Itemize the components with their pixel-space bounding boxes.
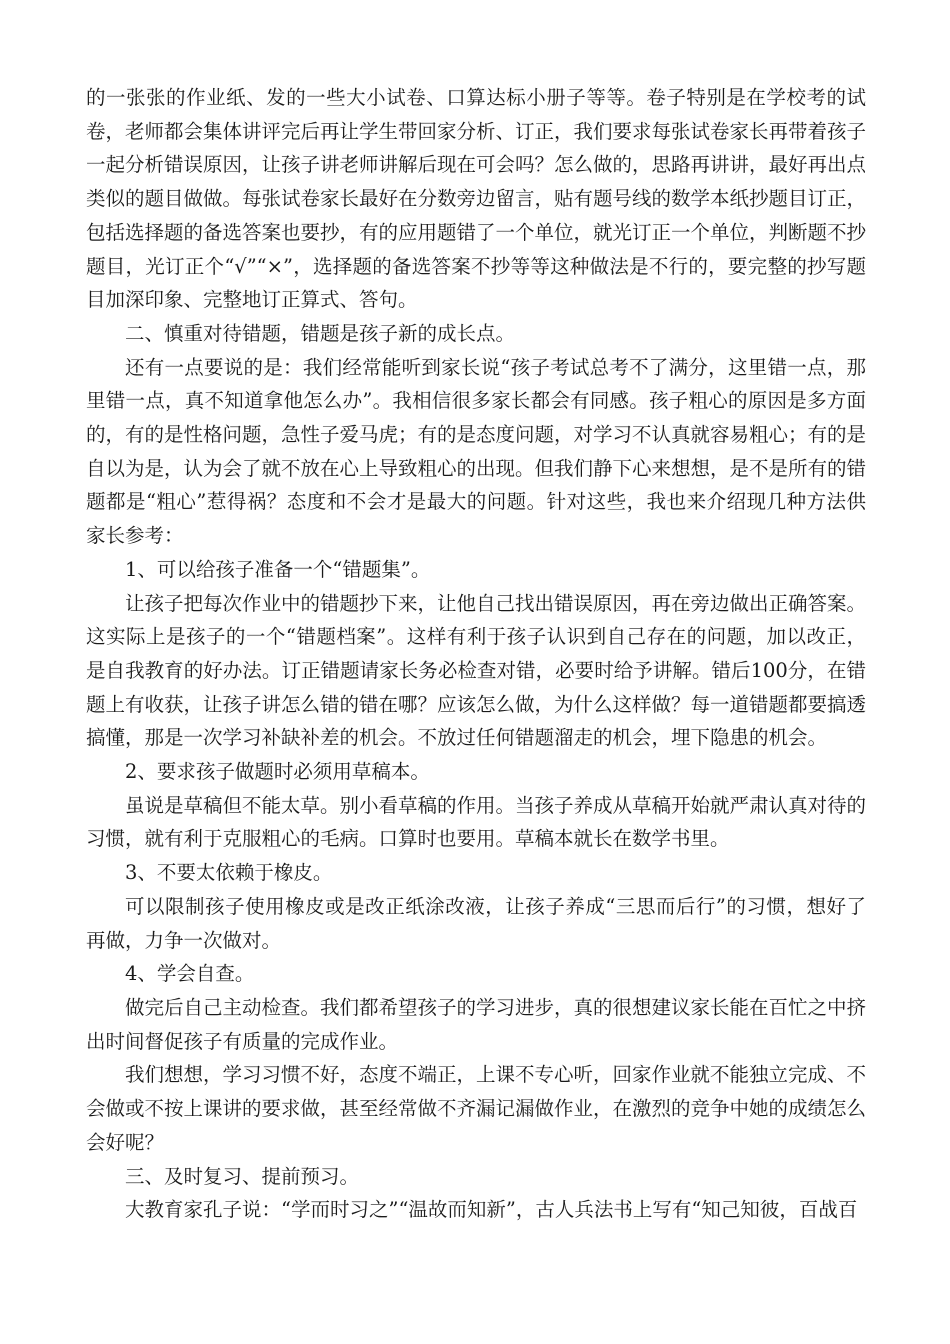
paragraph-homework-review: 的一张张的作业纸、发的一些大小试卷、口算达标小册子等等。卷子特别是在学校考的试卷，老师都会集体讲评完后再让学生带回家分析、订正，我们要求每张试卷家长再带着孩子一起分析错误原因，让孩子讲老师讲解后现在可会吗？怎么做的，思路再讲讲，最好再出点类似的题目做做。每张试卷家长最好在分数旁边留言，贴有题号线的数学本纸抄题目订正，包括选择题的备选答案也要抄，有的应用题错了一个单位，就光订正一个单位，判断题不抄题目，光订正个“√”“×”，选择题的备选答案不抄等等这种做法是不行的，要完整的抄写题目加深印象、完整地订正算式、答句。: [86, 86, 867, 312]
paragraph-tip-2: 虽说是草稿但不能太草。别小看草稿的作用。当孩子养成从草稿开始就严肃认真对待的习惯，就有利于克服粗心的毛病。口算时也要用。草稿本就长在数学书里。: [86, 793, 867, 851]
paragraph-tip-3: 可以限制孩子使用橡皮或是改正纸涂改液，让孩子养成“三思而后行”的习惯，想好了再做，力争一次做对。: [86, 894, 866, 952]
heading-section-two: 二、慎重对待错题，错题是孩子新的成长点。: [125, 321, 516, 345]
heading-tip-1: 1、可以给孩子准备一个“错题集”。: [125, 557, 431, 581]
heading-tip-4: 4、学会自查。: [125, 962, 255, 986]
paragraph-tip-1: 让孩子把每次作业中的错题抄下来，让他自己找出错误原因，再在旁边做出正确答案。这实际上是孩子的一个“错题档案”。这样有利于孩子认识到自己存在的问题，加以改正，是自我教育的好办法。订正错题请家长务必检查对错，必要时给予讲解。错后100分，在错题上有收获，让孩子讲怎么错的错在哪？应该怎么做，为什么这样做？每一道错题都要搞透搞懂，那是一次学习补缺补差的机会。不放过任何错题溜走的机会，埋下隐患的机会。: [86, 591, 867, 750]
paragraph-study-habits: 我们想想，学习习惯不好，态度不端正，上课不专心听，回家作业就不能独立完成、不会做或不按上课讲的要求做，甚至经常做不齐漏记漏做作业，在激烈的竞争中她的成绩怎么会好呢？: [86, 1063, 867, 1154]
document-body: [86, 81, 866, 1227]
paragraph-careless-mistakes: 还有一点要说的是：我们经常能听到家长说“孩子考试总考不了满分，这里错一点，那里错一点，真不知道拿他怎么办”。我相信很多家长都会有同感。孩子粗心的原因是多方面的，有的是性格问题，急性子爱马虎；有的是态度问题，对学习不认真就容易粗心；有的是自以为是，认为会了就不放在心上导致粗心的出现。但我们静下心来想想，是不是所有的错题都是“粗心”惹得祸？态度和不会才是最大的问题。针对这些，我也来介绍现几种方法供家长参考：: [86, 355, 867, 548]
heading-tip-3: 3、不要太依赖于橡皮。: [125, 861, 333, 885]
paragraph-tip-4: 做完后自己主动检查。我们都希望孩子的学习进步，真的很想建议家长能在百忙之中挤出时间督促孩子有质量的完成作业。: [86, 995, 867, 1053]
heading-tip-2: 2、要求孩子做题时必须用草稿本。: [125, 760, 430, 784]
paragraph-confucius-quote: 大教育家孔子说：“学而时习之”“温故而知新”，古人兵法书上写有“知己知彼，百战百: [125, 1198, 858, 1222]
heading-section-three: 三、及时复习、提前预习。: [125, 1164, 360, 1188]
